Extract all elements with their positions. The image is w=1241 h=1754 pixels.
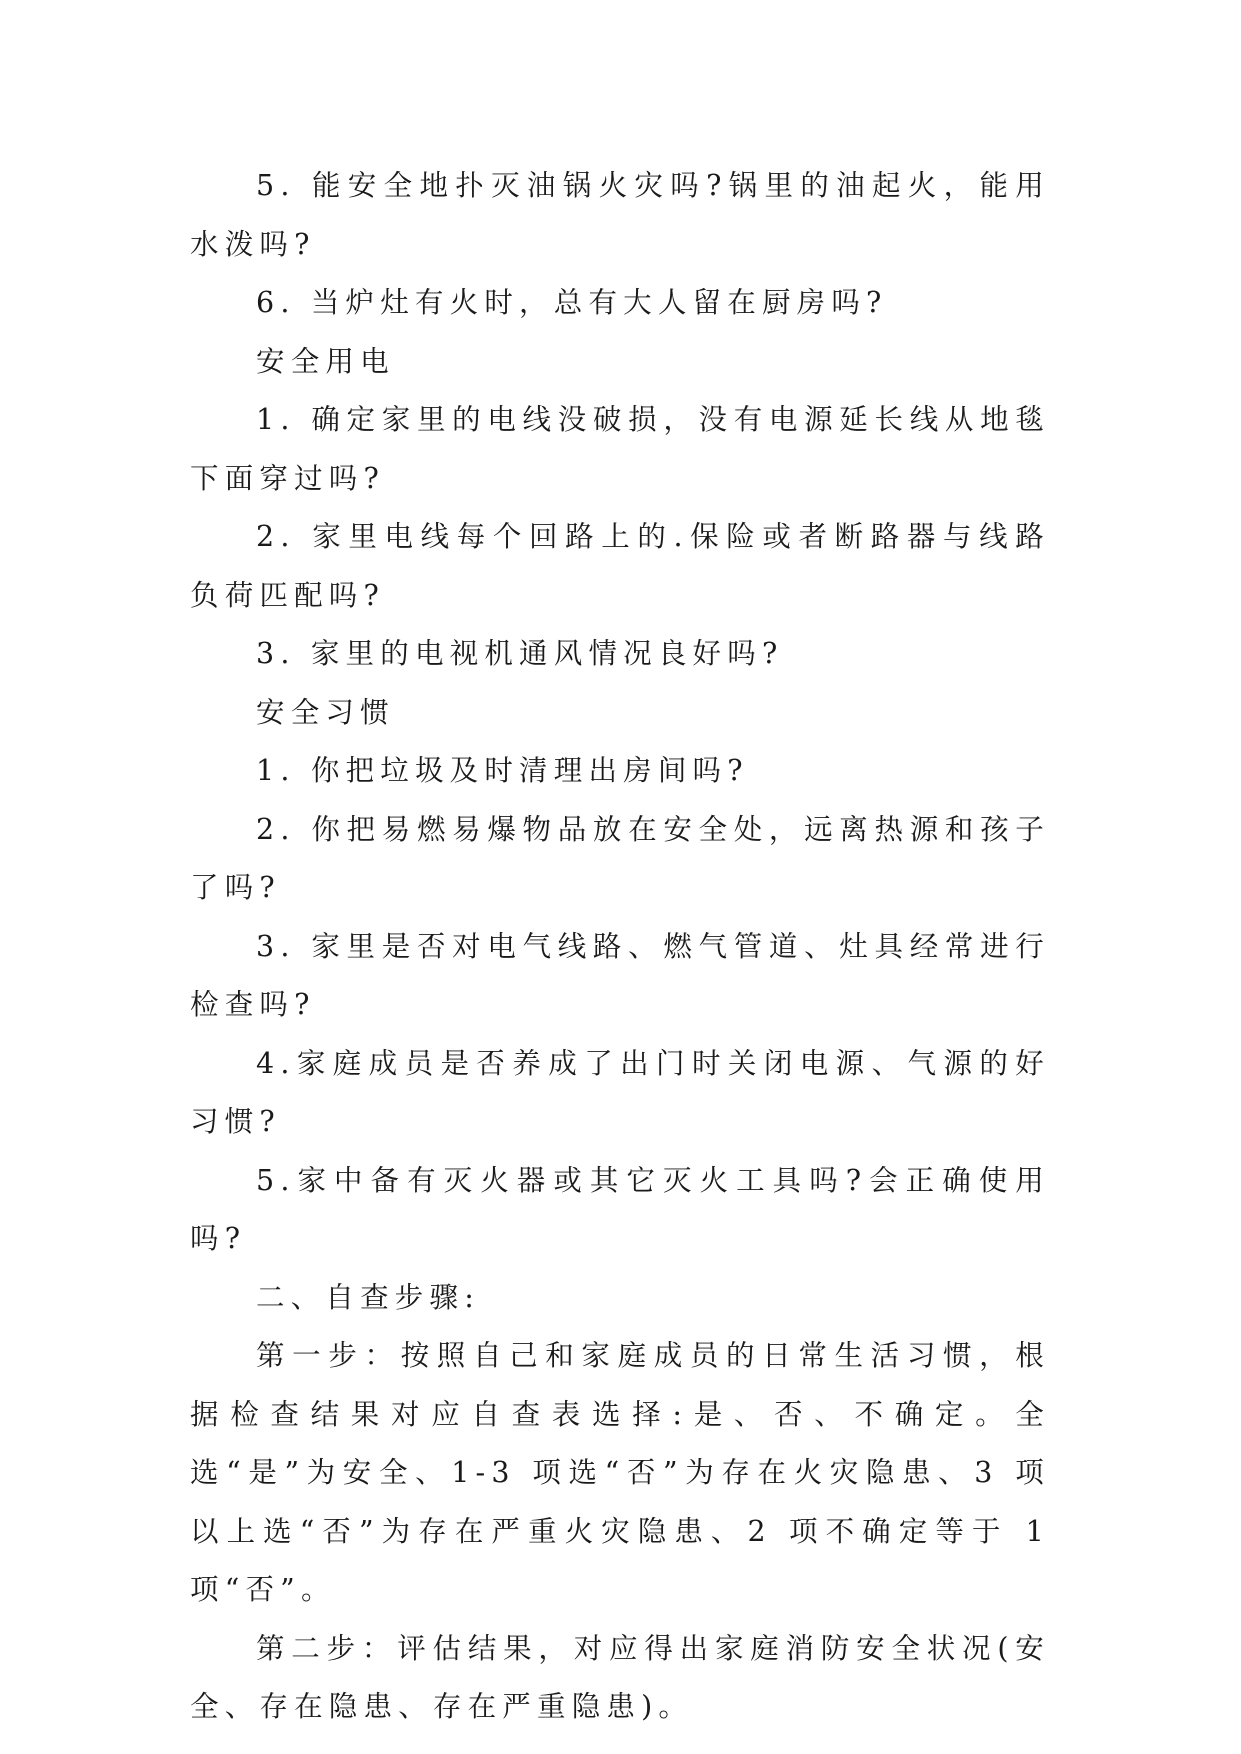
section-heading-electrical-safety: 安全用电 [256, 344, 395, 378]
paragraph-habits-item-2: 2. 你把易燃易爆物品放在安全处，远离热源和孩子了吗? [190, 812, 1050, 904]
section-heading-safety-habits: 安全习惯 [256, 695, 395, 729]
paragraph-kitchen-item-6: 6. 当炉灶有火时，总有大人留在厨房吗? [256, 286, 888, 319]
document-body [190, 157, 1050, 1737]
paragraph-kitchen-item-5: 5. 能安全地扑灭油锅火灾吗?锅里的油起火，能用水泼吗? [190, 169, 1050, 261]
paragraph-habits-item-1: 1. 你把垃圾及时清理出房间吗? [256, 754, 749, 787]
section-heading-self-check-steps: 二、自查步骤: [256, 1280, 481, 1314]
paragraph-electrical-item-1: 1. 确定家里的电线没破损，没有电源延长线从地毯下面穿过吗? [190, 403, 1050, 495]
paragraph-electrical-item-3: 3. 家里的电视机通风情况良好吗? [256, 637, 784, 670]
paragraph-habits-item-4: 4.家庭成员是否养成了出门时关闭电源、气源的好习惯? [190, 1046, 1050, 1138]
paragraph-habits-item-3: 3. 家里是否对电气线路、燃气管道、灶具经常进行检查吗? [190, 929, 1050, 1021]
paragraph-habits-item-5: 5.家中备有灭火器或其它灭火工具吗?会正确使用吗? [190, 1163, 1050, 1255]
paragraph-electrical-item-2: 2. 家里电线每个回路上的.保险或者断路器与线路负荷匹配吗? [190, 520, 1050, 612]
paragraph-step-2: 第二步：评估结果，对应得出家庭消防安全状况(安全、存在隐患、存在严重隐患)。 [190, 1631, 1050, 1723]
paragraph-step-1: 第一步：按照自己和家庭成员的日常生活习惯，根据检查结果对应自查表选择:是、否、不确定。全选“是”为安全、1-3 项选“否”为存在火灾隐患、3 项以上选“否”为存在严重火灾隐患、2 项不确定等于 1 项“否”。 [190, 1339, 1050, 1606]
